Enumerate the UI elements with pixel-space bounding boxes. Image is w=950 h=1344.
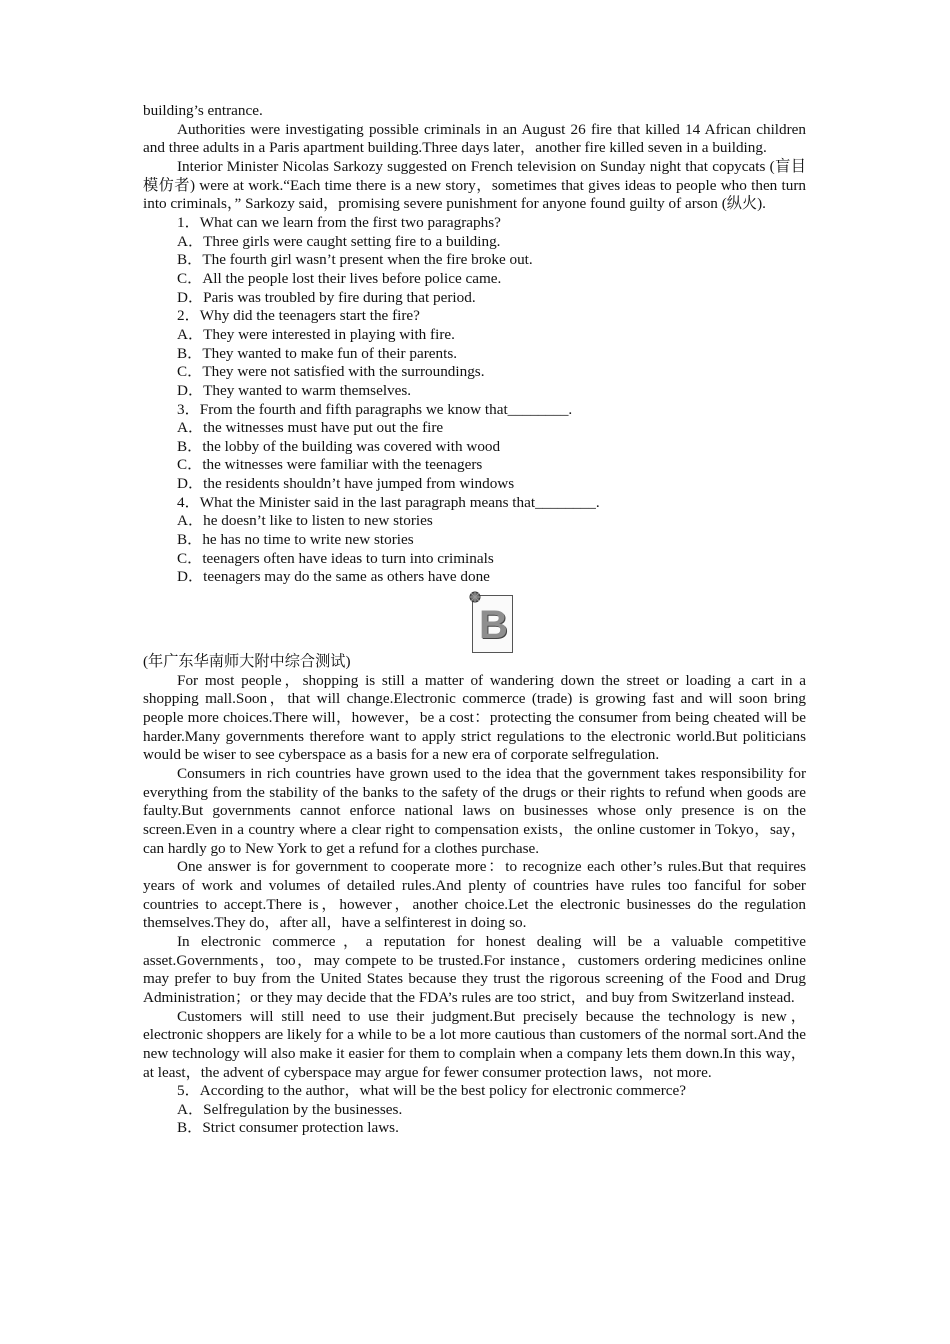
answer-option: D．Paris was troubled by fire during that period.: [177, 288, 476, 306]
source-citation: (年广东华南师大附中综合测试): [143, 653, 351, 671]
passage-b-paragraph: In electronic commerce，a reputation for honest dealing will be a valuable competitive asset.Governments，too，may compete to be trusted.For instance，customers ordering medicines online may prefer to buy from the United States because they trust the rigorous screening of the Food and Drug Administration；or they may decide that the FDA’s rules are too strict，and buy from Switzerland instead.: [143, 932, 806, 1006]
document-page: [143, 102, 806, 1138]
answer-option: A．the witnesses must have put out the fire: [177, 419, 444, 437]
answer-option: A．he doesn’t like to listen to new stories: [177, 512, 433, 530]
passage-b-paragraph: Customers will still need to use their judgment.But precisely because the technology is new，electronic shoppers are likely for a while to be a lot more cautious than customers of the normal sort.And the new technology will also make it easier for them to complain when a company lets them down.In this way，at least，the advent of cyberspace may argue for fewer consumer protection laws，not more.: [143, 1007, 806, 1081]
section-letter: B: [479, 603, 508, 648]
question-1: [143, 214, 806, 307]
question-3: [143, 401, 806, 494]
pin-icon: [468, 590, 482, 604]
answer-option: D．They wanted to warm themselves.: [177, 381, 412, 399]
answer-option: B．The fourth girl wasn’t present when the fire broke out.: [177, 251, 533, 269]
question-stem: 4．What the Minister said in the last paragraph means that________.: [177, 493, 600, 511]
answer-option: C．All the people lost their lives before police came.: [177, 269, 502, 287]
passage-b-paragraph: Consumers in rich countries have grown used to the idea that the government takes responsibility for everything from the stability of the banks to the safety of the drugs or their rights to refund when goods are faulty.But governments cannot enforce national laws on businesses whose only presence is on the screen.Even in a country where a clear right to compensation exists，the online customer in Tokyo，say，can hardly go to New York to get a refund for a clothes purchase.: [143, 765, 806, 857]
passage-a-paragraph: Authorities were investigating possible criminals in an August 26 fire that killed 14 African children and three adults in a Paris apartment building.Three days later，another fire killed seven in a building.: [143, 120, 806, 157]
answer-option: A．They were interested in playing with fire.: [177, 325, 455, 343]
section-b-badge: [472, 595, 513, 653]
question-stem: 5．According to the author，what will be the best policy for electronic commerce?: [177, 1082, 687, 1100]
question-stem: 1．What can we learn from the first two paragraphs?: [177, 213, 501, 231]
question-4: [143, 494, 806, 587]
answer-option: C．the witnesses were familiar with the teenagers: [177, 456, 483, 474]
answer-option: D．the residents shouldn’t have jumped from windows: [177, 475, 515, 493]
answer-option: D．teenagers may do the same as others have done: [177, 568, 490, 586]
answer-option: B．the lobby of the building was covered with wood: [177, 437, 501, 455]
answer-option: C．They were not satisfied with the surroundings.: [177, 363, 485, 381]
question-stem: 3．From the fourth and fifth paragraphs we know that________.: [177, 400, 573, 418]
answer-option: C．teenagers often have ideas to turn into criminals: [177, 549, 494, 567]
question-stem: 2．Why did the teenagers start the fire?: [177, 307, 420, 325]
answer-option: A．Three girls were caught setting fire to a building.: [177, 232, 501, 250]
question-2: [143, 307, 806, 400]
question-5: [143, 1082, 806, 1138]
answer-option: B．Strict consumer protection laws.: [177, 1119, 399, 1137]
answer-option: B．They wanted to make fun of their parents.: [177, 344, 458, 362]
section-b-header: [143, 589, 806, 653]
passage-b-paragraph: For most people，shopping is still a matter of wandering down the street or loading a cart in a shopping mall.Soon，that will change.Electronic commerce (trade) is growing fast and will soon bring people more choices.There will，however，be a cost：protecting the consumer from being cheated will be harder.Many governments therefore want to apply strict regulations to the electronic world.But politicians would be wiser to see cyberspace as a basis for a new era of corporate selfregulation.: [143, 671, 806, 764]
passage-a-tail-line: building’s entrance.: [143, 102, 263, 119]
passage-a-paragraph: Interior Minister Nicolas Sarkozy suggested on French television on Sunday night that copycats (盲目模仿者) were at work.“Each time there is a new story，sometimes that gives ideas to people who then turn into criminals，” Sarkozy said，promising severe punishment for anyone found guilty of arson (纵火).: [143, 157, 806, 213]
answer-option: A．Selfregulation by the businesses.: [177, 1100, 403, 1118]
passage-b-paragraph: One answer is for government to cooperate more：to recognize each other’s rules.But that requires years of work and volumes of detailed rules.And plenty of countries have rules too fanciful for sober countries to accept.There is，however，another choice.Let the electronic businesses do the regulation themselves.They do，after all，have a selfinterest in doing so.: [143, 858, 806, 932]
answer-option: B．he has no time to write new stories: [177, 531, 414, 549]
